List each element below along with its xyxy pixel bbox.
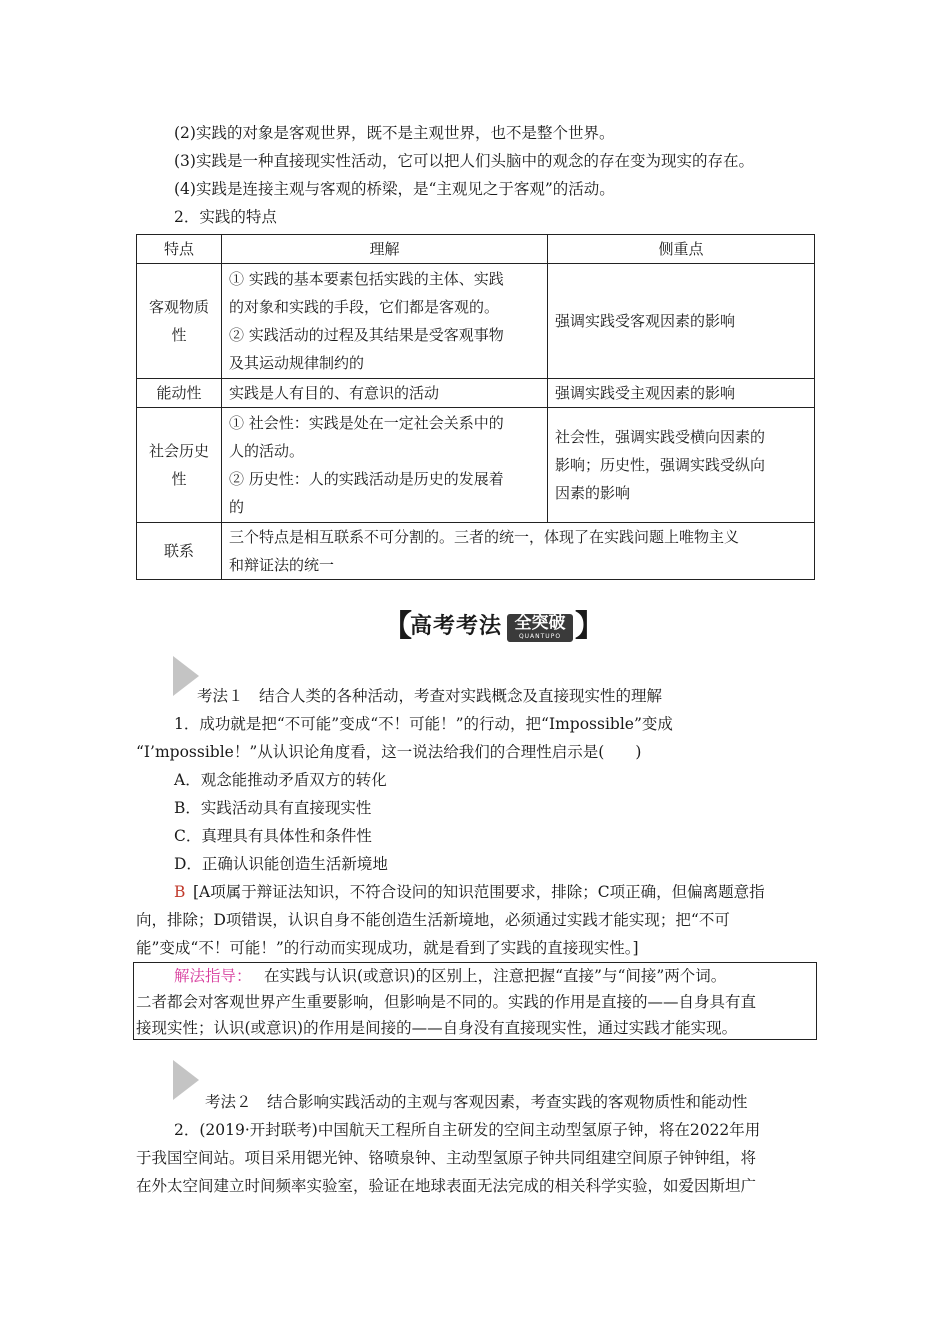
guide-line1: 在实践与认识(或意识)的区别上，注意把握“直接”与“间接”两个词。 [264, 967, 727, 985]
table-row [137, 379, 815, 408]
question2-line1: 2．(2019·开封联考)中国航天工程所自主研发的空间主动型氢原子钟，将在2022年用 [174, 1121, 761, 1139]
emphasis-cell: 强调实践受主观因素的影响 [548, 379, 815, 408]
play-triangle-icon [173, 1060, 199, 1100]
method2-heading: 考法２ 结合影响实践活动的主观与客观因素，考查实践的客观物质性和能动性 [205, 1093, 748, 1111]
table-row [137, 408, 815, 523]
banner-bracket-right: 】 [575, 609, 605, 644]
question2-line3: 在外太空间建立时间频率实验室，验证在地球表面无法完成的相关科学实验，如爱因斯坦广 [136, 1177, 757, 1195]
section-title-characteristics: 2．实践的特点 [174, 208, 277, 226]
feature-cell: 社会历史 性 [137, 408, 222, 523]
banner-bracket-left: 【 [382, 609, 412, 644]
option-a: A．观念能推动矛盾双方的转化 [174, 771, 387, 789]
section-banner [382, 609, 605, 644]
understanding-cell: ① 实践的基本要素包括实践的主体、实践 的对象和实践的手段，它们都是客观的。 ② 实践活动的过程及其结果是受客观事物 及其运动规律制约的 [222, 264, 548, 379]
guide-line2: 二者都会对客观世界产生重要影响，但影响是不同的。实践的作用是直接的——自身具有直 [136, 993, 757, 1011]
option-c: C．真理具有具体性和条件性 [174, 827, 372, 845]
banner-badge: 全突破 QUANTUPO [507, 614, 573, 642]
characteristics-table [136, 234, 815, 580]
option-d: D．正确认识能创造生活新境地 [174, 855, 388, 873]
emphasis-cell: 社会性，强调实践受横向因素的 影响；历史性，强调实践受纵向 因素的影响 [548, 408, 815, 523]
header-understanding: 理解 [222, 235, 548, 264]
understanding-cell: ① 社会性：实践是处在一定社会关系中的 人的活动。 ② 历史性：人的实践活动是历史的发展着 的 [222, 408, 548, 523]
header-emphasis: 侧重点 [548, 235, 815, 264]
answer-letter: B [174, 883, 186, 901]
question1-line2: “I’mpossible！”从认识论角度看，这一说法给我们的合理性启示是( ) [136, 743, 642, 761]
play-triangle-icon [173, 656, 199, 696]
answer-line3: 能”变成“不！可能！”的行动而实现成功，就是看到了实践的直接现实性。] [136, 939, 639, 957]
feature-cell: 客观物质 性 [137, 264, 222, 379]
question2-line2: 于我国空间站。项目采用锶光钟、铬喷泉钟、主动型氢原子钟共同组建空间原子钟钟组，将 [136, 1149, 757, 1167]
understanding-cell: 实践是人有目的、有意识的活动 [222, 379, 548, 408]
banner-title: 高考考法 [410, 614, 503, 639]
link-text-cell: 三个特点是相互联系不可分割的。三者的统一，体现了在实践问题上唯物主义 和辩证法的统一 [222, 523, 815, 580]
feature-cell: 能动性 [137, 379, 222, 408]
table-row [137, 264, 815, 379]
intro-line-3: (3)实践是一种直接现实性活动，它可以把人们头脑中的观念的存在变为现实的存在。 [174, 152, 754, 170]
header-feature: 特点 [137, 235, 222, 264]
guide-label: 解法指导： [174, 967, 252, 985]
feature-cell: 联系 [137, 523, 222, 580]
emphasis-cell: 强调实践受客观因素的影响 [548, 264, 815, 379]
answer-line1: [A项属于辩证法知识，不符合设问的知识范围要求，排除；C项正确，但偏离题意指 [193, 883, 765, 901]
table-row [137, 523, 815, 580]
option-b: B．实践活动具有直接现实性 [174, 799, 372, 817]
intro-line-4: (4)实践是连接主观与客观的桥梁，是“主观见之于客观”的活动。 [174, 180, 615, 198]
question1-line1: 1．成功就是把“不可能”变成“不！可能！”的行动，把“Impossible”变成 [174, 715, 673, 733]
method1-heading: 考法１ 结合人类的各种活动，考查对实践概念及直接现实性的理解 [197, 687, 663, 705]
guide-line3: 接现实性；认识(或意识)的作用是间接的——自身没有直接现实性，通过实践才能实现。 [136, 1019, 738, 1037]
answer-line2: 向，排除；D项错误，认识自身不能创造生活新境地，必须通过实践才能实现；把“不可 [136, 911, 730, 929]
intro-line-2: (2)实践的对象是客观世界，既不是主观世界，也不是整个世界。 [174, 124, 615, 142]
